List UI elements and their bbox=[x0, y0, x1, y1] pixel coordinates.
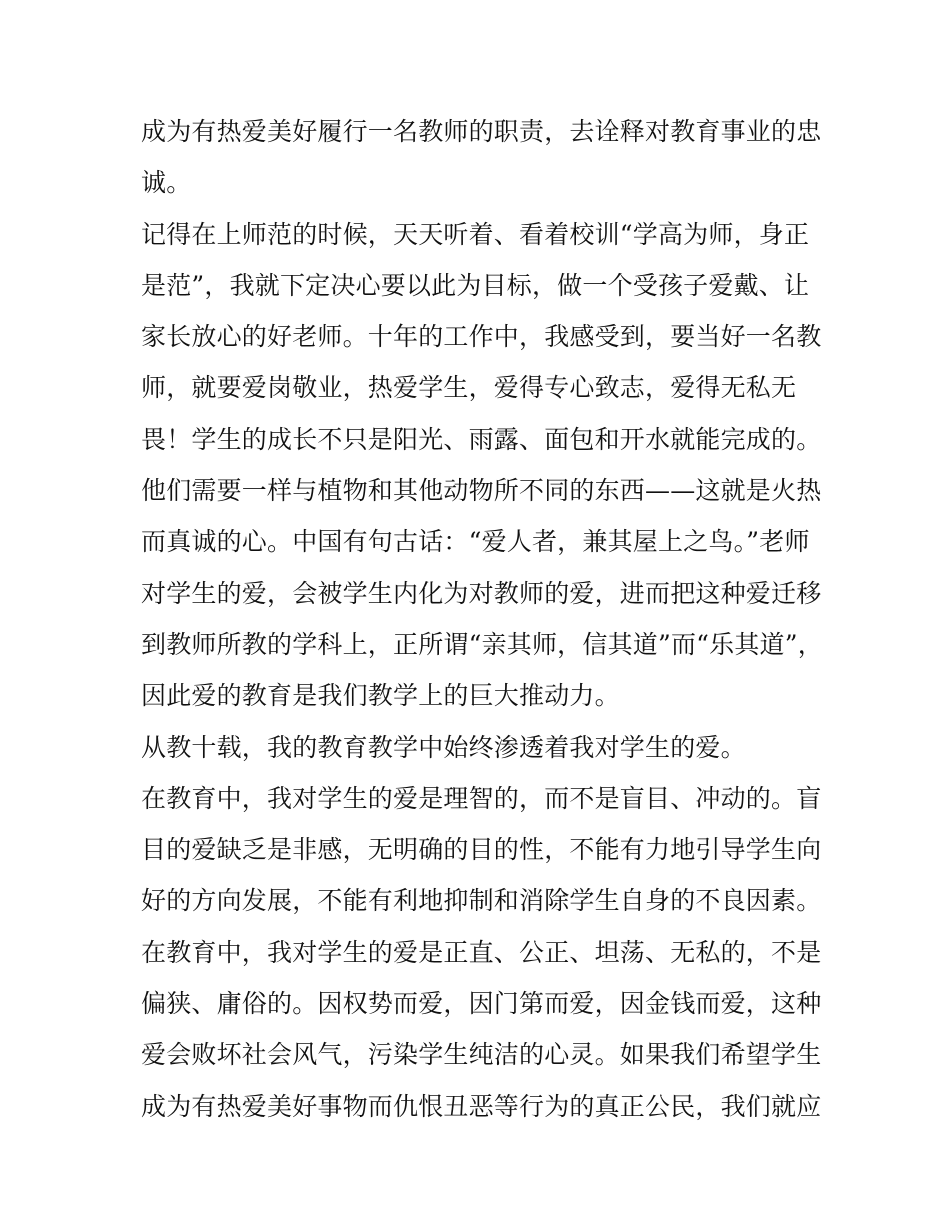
text-line: 家长放心的好老师。十年的工作中，我感受到，要当好一名教 bbox=[141, 322, 822, 352]
text-line: 到教师所教的学科上，正所谓“亲其师，信其道”而“乐其道”， bbox=[141, 629, 823, 659]
text-line: 记得在上师范的时候，天天听着、看着校训“学高为师，身正 bbox=[141, 219, 810, 249]
text-line: 师，就要爱岗敬业，热爱学生，爱得专心致志，爱得无私无 bbox=[141, 373, 797, 403]
text-line: 目的爱缺乏是非感，无明确的目的性，不能有力地引导学生向 bbox=[141, 835, 822, 865]
text-line: 因此爱的教育是我们教学上的巨大推动力。 bbox=[141, 681, 620, 711]
body-text bbox=[141, 106, 821, 1132]
text-line: 成为有热爱美好履行一名教师的职责，去诠释对教育事业的忠 bbox=[141, 117, 822, 146]
text-line: 是范”，我就下定决心要以此为目标，做一个受孩子爱戴、让 bbox=[141, 270, 810, 300]
text-line: 诚。 bbox=[141, 168, 192, 198]
text-line: 偏狭、庸俗的。因权势而爱，因门第而爱，因金钱而爱，这种 bbox=[141, 989, 822, 1019]
text-line: 他们需要一样与植物和其他动物所不同的东西——这就是火热 bbox=[141, 476, 822, 506]
text-line: 成为有热爱美好事物而仇恨丑恶等行为的真正公民，我们就应 bbox=[141, 1091, 822, 1121]
text-line: 爱会败坏社会风气，污染学生纯洁的心灵。如果我们希望学生 bbox=[141, 1040, 822, 1070]
text-line: 好的方向发展，不能有利地抑制和消除学生自身的不良因素。 bbox=[141, 886, 822, 916]
text-line: 对学生的爱，会被学生内化为对教师的爱，进而把这种爱迁移 bbox=[141, 578, 822, 608]
text-line: 畏！学生的成长不只是阳光、雨露、面包和开水就能完成的。 bbox=[141, 424, 822, 454]
text-line: 而真诚的心。中国有句古话：“爱人者，兼其屋上之鸟。”老师 bbox=[141, 527, 810, 557]
text-line: 在教育中，我对学生的爱是正直、公正、坦荡、无私的，不是 bbox=[141, 937, 822, 967]
text-line: 从教十载，我的教育教学中始终渗透着我对学生的爱。 bbox=[141, 732, 746, 762]
text-line: 在教育中，我对学生的爱是理智的，而不是盲目、冲动的。盲 bbox=[141, 783, 822, 813]
